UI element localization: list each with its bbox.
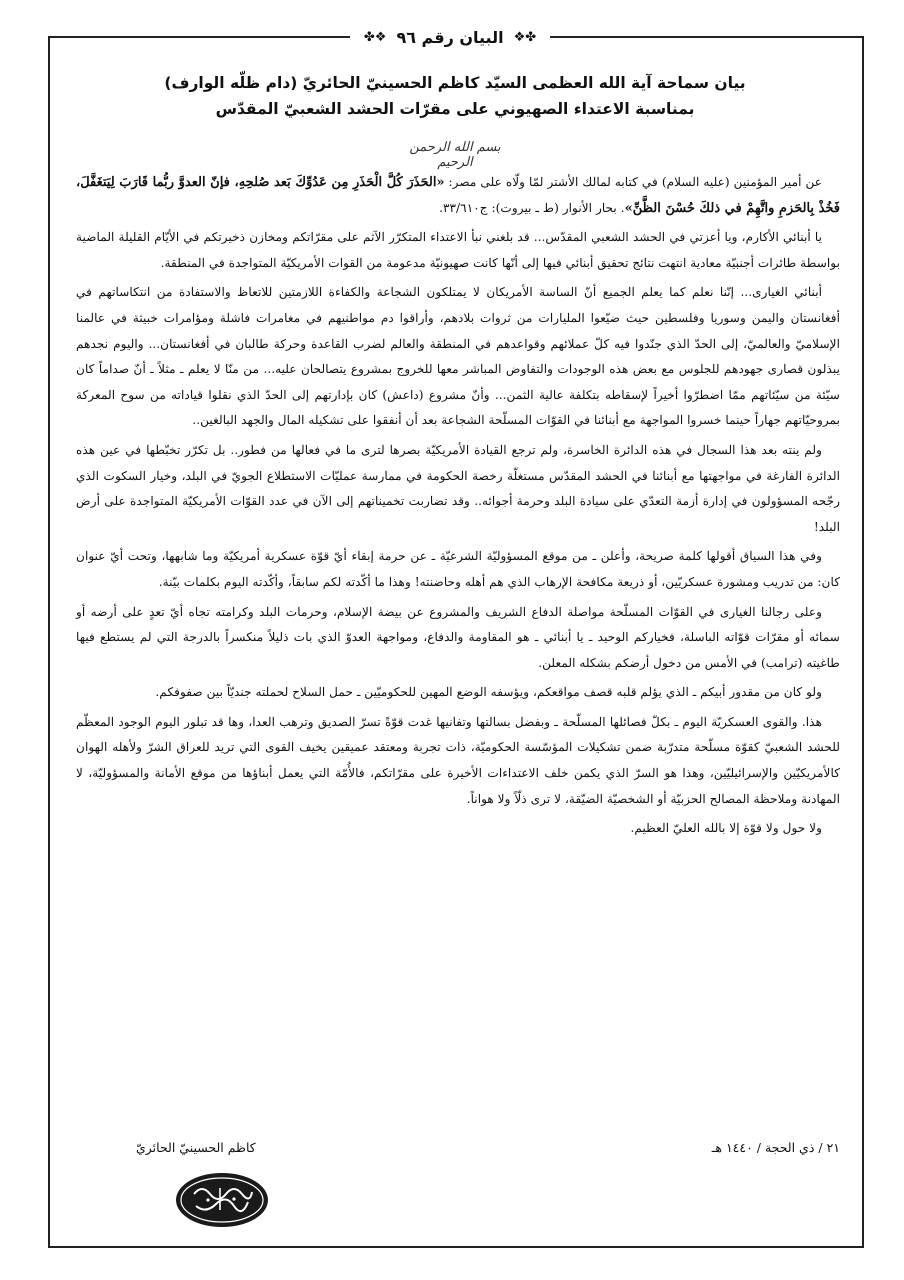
statement-body [76, 170, 840, 846]
paragraph-2: أبنائي الغيارى... إنّنا نعلم كما يعلم الجميع أنّ الساسة الأمريكان لا يمتلكون الشجاعة والكفاءة اللازمتين للاتعاظ والاستفادة من انتكاساتهم في أفغانستان واليمن وسوريا وفلسطين حيث ضيّعوا المليارات من ثروات بلادهم، وأراقوا دم مواطنيهم في مغامرات فاشلة ومؤامرات خبيثة في عالمنا الإسلاميّ والعالميّ، إلى الحدّ الذي جنّدوا فيه كلّ عملائهم وقواعدهم في المنطقة والعالم لضرب القاعدة وحركة طالبان في أفغانستان... واليوم نجدهم يبذلون قصارى جهودهم للجلوس مع بعض هذه الوجودات والتفاوض المباشر معها للخروج بمشروع يتصالحان عليه... من منّا لا يعلم ـ مثلاً ـ أنّ صداماً كان سيّئة من سيّئاتهم ممّا اضطرّوا أخيراً لإسقاطه بتكلفة عالية الثمن... وأنّ مشروع (داعش) كان بإدارتهم إلى الحدّ الذي نقلوا قياداته من سوح المعركة بمروحيّاتهم جهاراً حينما خسروا المواجهة مع أبنائنا في القوّات المسلّحة الشجاعة بعد أن أنفقوا على تشكيله المال والجهد البالغين.. [76, 285, 840, 428]
ornament-icon: ✤❖ [513, 29, 537, 45]
statement-number-banner [350, 22, 550, 52]
date: ٢١ / ذي الحجة / ١٤٤٠ هـ [711, 1140, 840, 1155]
paragraph-5: وعلى رجالنا الغيارى في القوّات المسلّحة مواصلة الدفاع الشريف والمشروع عن بيضة الإسلام، وحرمات البلد وكرامته تجاه أيّ تعدٍ على أرضه أو سمائه أو مقرّات قوّاته الباسلة، فخياركم الوحيد ـ يا أبنائي ـ هو المقاومة والدفاع، ومواجهة العدوّ الذي بات ذليلاً منكسراً بالدرجة التي لم يستطع فيها طاغيته (ترامب) في الأمس من دخول أرضكم بشكله المعلن. [76, 604, 840, 670]
closing-line: ولا حول ولا قوّة إلا بالله العليّ العظيم. [630, 821, 822, 836]
ornament-icon: ❖✤ [363, 29, 387, 45]
paragraph-3: ولم ينته بعد هذا السجال في هذه الدائرة الخاسرة، ولم ترجع القيادة الأمريكيّة بصرها لترى ما في فعالها من فطور.. بل تكرّر تخبّطها في عين هذه الدائرة الفارغة في مواجهتها مع أبنائنا في الحشد المقدّس مستغلّة رخصة الحكومة في ممارسة عمليّات الاستطلاع الجويّ في البلد، وخيار السكوت الذي رجّحه المسؤولون في إدارة أزمة التعدّي على سيادة البلد وحرمة أجوائه.. وقد تضاربت تخميناتهم إلى الآن في عدد القوّات الأمريكيّة المتواجدة على أرض البلد! [76, 442, 840, 534]
paragraph-7: هذا. والقوى العسكريّة اليوم ـ بكلّ فصائلها المسلّحة ـ وبفضل بسالتها وتفانيها غدت قوّةً تسرّ الصديق وترهب العدا، وها قد تبلور اليوم الوجود المعظّم للحشد الشعبيّ كقوّة مسلّحة متدرّبة ضمن تشكيلات المؤسّسة الحكوميّة، ذات تجربة ومعتقد عميقين يخيف القوى التي تريد للعراق الشرّ ولأهله الهوان كالأمريكيّين والإسرائيليّين، وهذا هو السرّ الذي يكمن خلف الاعتداءات الأخيرة على مقرّاتكم، فالأُمّة التي يعمل أبناؤها من موقع الأمانة والمسؤوليّة، لا المهادنة وملاحظة المصالح الحزبيّة أو الشخصيّة الضيّقة، لا ترى ذلّاً ولا هواناً. [76, 714, 840, 806]
intro-paragraph [76, 170, 840, 221]
paragraph-4: وفي هذا السياق أقولها كلمة صريحة، وأعلن ـ من موقع المسؤوليّة الشرعيّة ـ عن حرمة إبقاء أيّ قوّة عسكرية أمريكيّة وما شابهها، وتحت أيّ عنوان كان: من تدريب ومشورة عسكريّين، أو ذريعة مكافحة الإرهاب الذي هم أهله وحاضنته! وهذا ما أكّدته لكم سابقاً، وأكّدته اليوم بكلمات بيّنة. [76, 549, 840, 589]
signer-name: كاظم الحسينيّ الحائريّ [136, 1140, 256, 1155]
intro-text: عن أمير المؤمنين (عليه السلام) في كتابه لمالك الأشتر لمّا ولّاه على مصر: [444, 175, 822, 189]
footer [76, 1140, 840, 1166]
title-line-1: بيان سماحة آية الله العظمى السيّد كاظم الحسينيّ الحائريّ (دام ظلّه الوارف) [164, 74, 746, 92]
quote-text: «الحَذَرَ كُلَّ الْحَذَرِ مِن عَدُوِّكَ بَعد صُلحِهِ، فإنّ العدوَّ ربُّما قَارَبَ لِيَتغَفَّلَ، فَخُذْ بِالحَزمِ واتَّهِمْ في ذلكَ حُسْنَ الظَّنِّ» [76, 175, 840, 216]
title-line-2: بمناسبة الاعتداء الصهيوني على مقرّات الحشد الشعبيّ المقدّس [215, 100, 695, 118]
basmala: بسم الله الرحمن الرحيم [409, 140, 501, 170]
citation-text: . بحار الأنوار (ط ـ بيروت): ج٣٣/٦١٠. [439, 200, 625, 215]
statement-number: البيان رقم ٩٦ [396, 27, 504, 47]
paragraph-1: يا أبنائي الأكارم، ويا أعزتي في الحشد الشعبي المقدّس... قد بلغني نبأ الاعتداء المتكرّر الآثم على مقرّاتكم ومخازن ذخيرتكم في الأيّام القليلة الماضية بواسطة طائرات أجنبيّة معادية انتهت نتائج تحقيق أبنائي فيها إلى أنّها كانت صهيونيّة مدعومة من القوات الأمريكيّة المتواجدة في المنطقة. [76, 230, 840, 270]
seal-stamp [172, 1170, 272, 1230]
page-title [70, 70, 840, 122]
paragraph-6: ولو كان من مقدور أبيكم ـ الذي يؤلم قلبه قصف مواقعكم، ويؤسفه الوضع المهين للحكوميّين ـ حمل السلاح لحملته جنديّاً بين صفوفكم. [155, 685, 822, 700]
